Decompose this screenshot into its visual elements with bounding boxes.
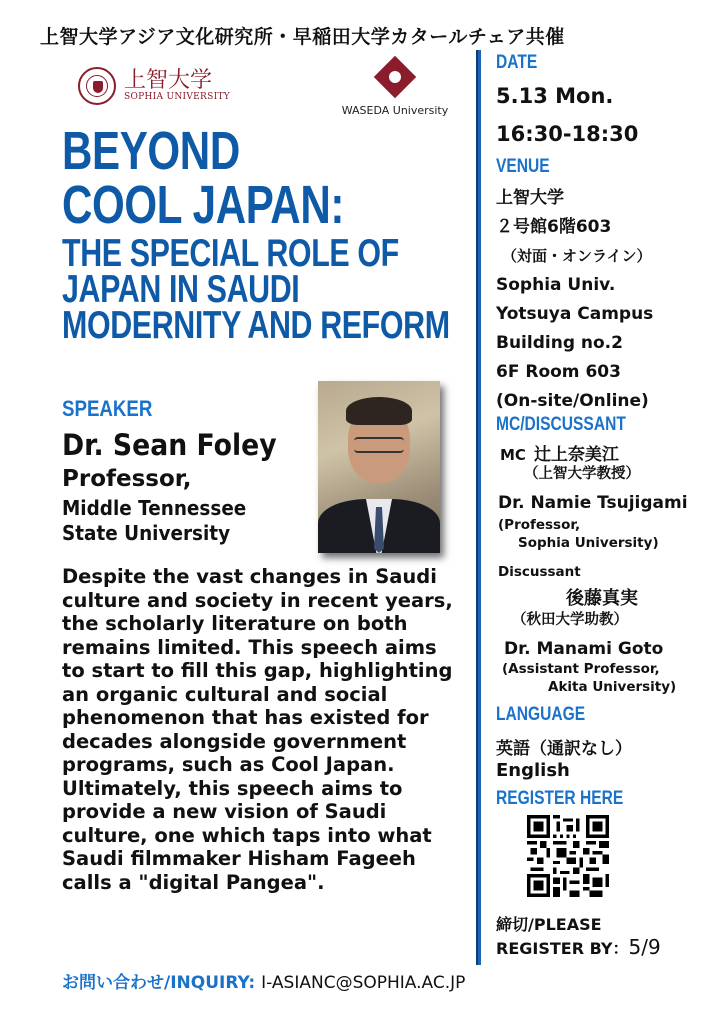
venue-line: Sophia Univ. xyxy=(496,275,616,295)
deadline-line2 xyxy=(496,935,661,959)
event-title-line2: COOL JAPAN: xyxy=(62,175,344,235)
venue-line: (On-site/Online) xyxy=(496,391,649,411)
photo-hair xyxy=(346,397,412,425)
discussant-name-jp: 後藤真実 xyxy=(566,588,638,609)
register-label: REGISTER HERE xyxy=(496,788,624,809)
speaker-affil-line2: State University xyxy=(62,521,231,545)
mc-name-jp: 辻上奈美江 xyxy=(533,445,619,465)
mc-affil-en xyxy=(498,516,659,552)
abstract-text: Despite the vast changes in Saudi culture and society in recent years, the scholarly literature on both remains limited. This speech aims to start to fill this gap, highlighting an organic cultural and social phenomenon that has existed for decades alongside government programs, such as Cool Japan. Ultimately, this speech aims to provide a new vision of Saudi culture, one which taps into what Saudi filmmaker Hisham Fageeh calls a "digital Pangea". xyxy=(62,565,453,894)
date-label: DATE xyxy=(496,52,538,73)
deadline-date: 5/9 xyxy=(628,935,661,959)
mc-name-en: Dr. Namie Tsujigami xyxy=(498,493,688,513)
discussant-affil-en-line2: Akita University) xyxy=(548,679,677,695)
registration-qr-code[interactable] xyxy=(527,815,609,897)
discussant-name-en: Dr. Manami Goto xyxy=(504,639,664,659)
sophia-logo-en: SOPHIA UNIVERSITY xyxy=(124,92,230,102)
event-title-line1: BEYOND xyxy=(62,121,240,181)
sophia-logo xyxy=(78,66,230,106)
speaker-photo xyxy=(318,381,440,553)
deadline-line1: 締切/PLEASE xyxy=(496,915,602,934)
waseda-logo-text: WASEDA University xyxy=(341,104,449,117)
speaker-affiliation xyxy=(62,496,246,546)
discussant-affil-en xyxy=(502,660,676,696)
venue-details xyxy=(496,184,653,416)
mc-affil-en-line2: Sophia University) xyxy=(518,535,659,551)
venue-label: VENUE xyxy=(496,156,550,177)
speaker-title: Professor, xyxy=(62,466,192,492)
discussant-affil-en-line1: (Assistant Professor, xyxy=(502,661,660,677)
waseda-emblem-icon xyxy=(374,56,416,98)
inquiry xyxy=(62,968,465,993)
inquiry-email-link[interactable]: I-ASIANC@SOPHIA.AC.JP xyxy=(261,973,466,993)
language-jp: 英語（通訳なし） xyxy=(496,739,632,759)
language-en: English xyxy=(496,760,570,781)
host-title: 上智大学アジア文化研究所・早稲田大学カタールチェア共催 xyxy=(40,26,565,48)
mc-affil-jp: （上智大学教授） xyxy=(524,466,640,482)
venue-line: ２号館6階603 xyxy=(496,217,612,237)
event-title-line5: MODERNITY AND REFORM xyxy=(62,304,450,347)
discussant-label: Discussant xyxy=(498,564,581,580)
venue-line: 上智大学 xyxy=(496,188,564,208)
event-title-line4: JAPAN IN SAUDI xyxy=(62,268,300,311)
venue-line: Yotsuya Campus xyxy=(496,304,654,324)
date-value: 5.13 Mon. xyxy=(496,84,614,108)
photo-glasses-icon xyxy=(354,437,404,453)
discussant-affil-jp: （秋田大学助教） xyxy=(512,612,628,628)
mc-label: MC/DISCUSSANT xyxy=(496,414,626,435)
event-title-line3: THE SPECIAL ROLE OF xyxy=(62,232,399,275)
deadline-text: REGISTER BY： xyxy=(496,939,629,958)
sophia-logo-jp: 上智大学 xyxy=(124,68,213,93)
venue-line: 6F Room 603 xyxy=(496,362,621,382)
speaker-label: SPEAKER xyxy=(62,396,153,421)
language-label: LANGUAGE xyxy=(496,704,586,725)
speaker-name: Dr. Sean Foley xyxy=(62,428,277,462)
mc-affil-en-line1: (Professor, xyxy=(498,517,581,533)
time-value: 16:30-18:30 xyxy=(496,122,639,146)
mc-prefix: MC xyxy=(500,446,526,464)
speaker-affil-line1: Middle Tennessee xyxy=(62,496,247,520)
waseda-logo xyxy=(340,62,450,117)
venue-line: Building no.2 xyxy=(496,333,623,353)
inquiry-label: お問い合わせ/INQUIRY: xyxy=(62,973,256,993)
column-divider xyxy=(476,50,481,965)
event-title xyxy=(62,121,482,347)
venue-line: （対面・オンライン） xyxy=(502,247,652,265)
sophia-seal-icon xyxy=(78,67,116,105)
